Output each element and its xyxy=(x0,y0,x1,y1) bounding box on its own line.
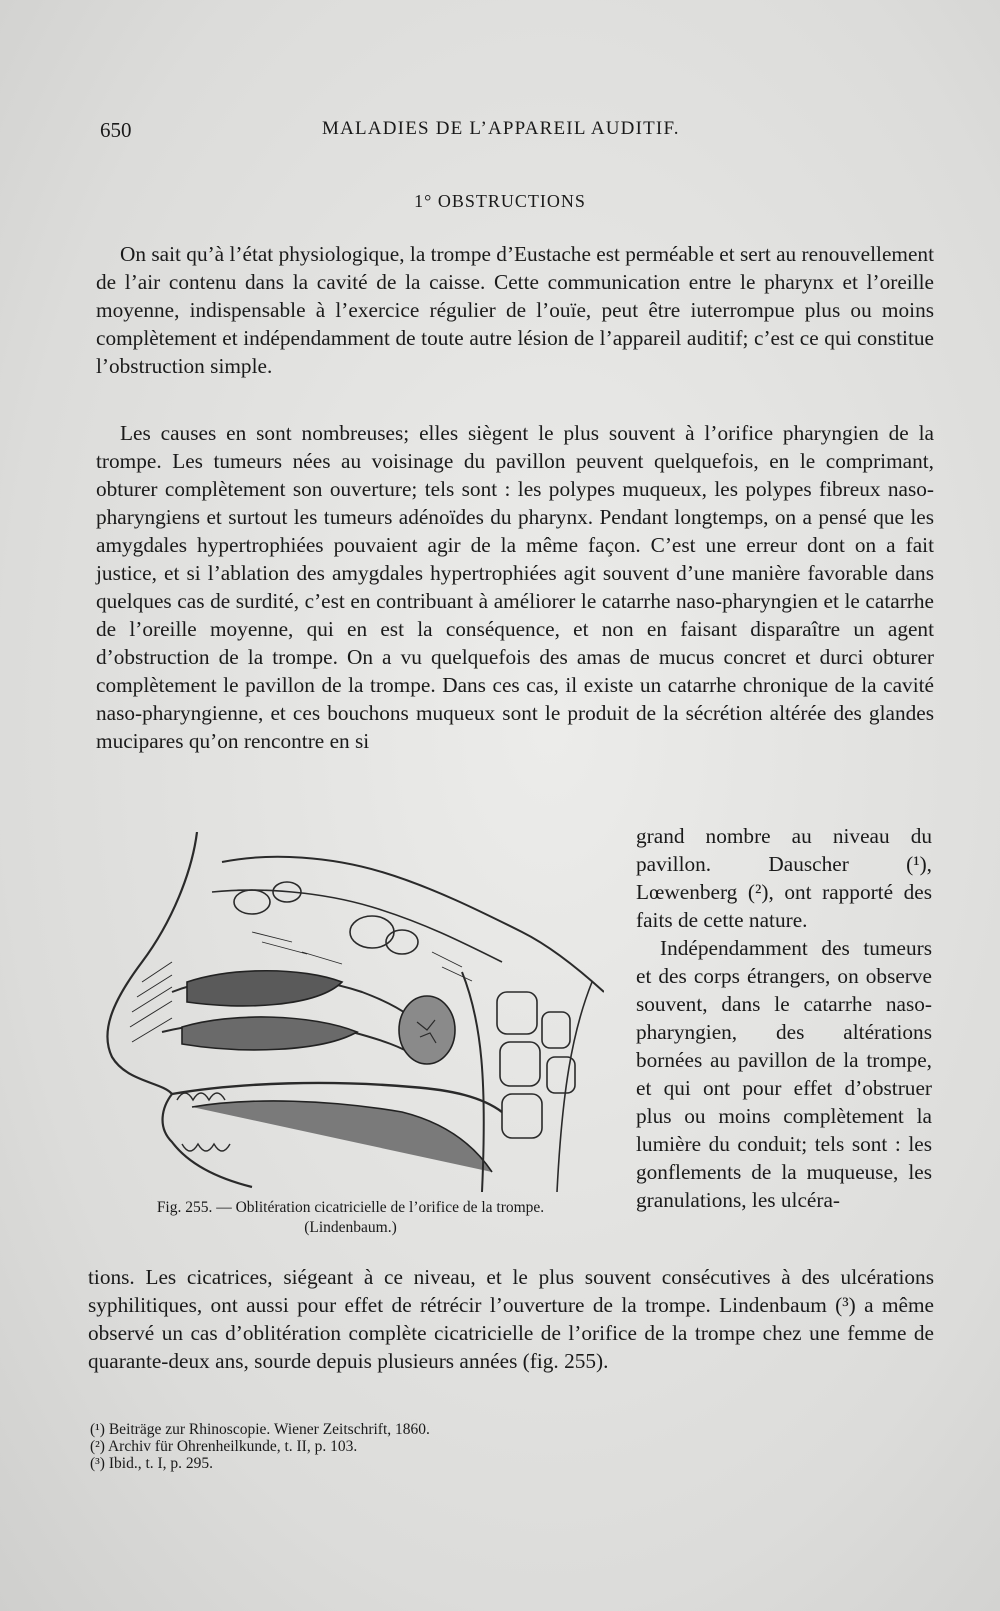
running-title: MALADIES DE L’APPAREIL AUDITIF. xyxy=(322,118,680,139)
side-paragraph-a: grand nombre au niveau du pavillon. Dauscher (¹), Lœwenberg (²), ont rapporté des faits de cette nature. xyxy=(636,824,932,932)
side-column-text xyxy=(636,822,932,1214)
footnotes xyxy=(90,1421,690,1472)
footnote-1: (¹) Beiträge zur Rhinoscopie. Wiener Zeitschrift, 1860. xyxy=(90,1421,430,1438)
side-paragraph-b: Indépendamment des tumeurs et des corps étrangers, on observe souvent, dans le catarrhe naso-pharyngien, des altérations bornées au pavillon de la trompe, et qui ont pour effet d’obstruer plus ou moins complètement la lumière du conduit; tels sont : les gonflements de la muqueuse, les granulations, les ulcéra- xyxy=(636,936,932,1212)
paragraph-text: tions. Les cicatrices, siégeant à ce niveau, et le plus souvent consécutives à des ulcérations syphilitiques, ont aussi pour effet de rétrécir l’ouverture de la trompe. Lindenbaum (³) a même observé un cas d’oblitération complète cicatricielle de l’orifice de la trompe chez une femme de quarante-deux ans, sourde depuis plusieurs années (fig. 255). xyxy=(88,1265,934,1373)
page-number: 650 xyxy=(100,118,132,142)
paragraph-cicatrices xyxy=(88,1263,934,1375)
caption-line: Fig. 255. — Oblitération cicatricielle de l’orifice de la trompe. xyxy=(156,1199,545,1216)
figure-caption xyxy=(98,1198,603,1238)
anatomical-figure-illustration xyxy=(102,832,604,1192)
section-title: 1° OBSTRUCTIONS xyxy=(414,191,586,211)
paragraph-text: On sait qu’à l’état physiologique, la trompe d’Eustache est perméable et sert au renouvellement de l’air contenu dans la cavité de la caisse. Cette communication entre le pharynx et l’oreille moyenne, indispensable à l’exercice régulier de l’ouïe, peut être iuterrompue plus ou moins complètement et indépendamment de toute autre lésion de l’appareil auditif; c’est ce qui constitue l’obstruction simple. xyxy=(96,242,934,378)
paragraph-text: Les causes en sont nombreuses; elles siègent le plus souvent à l’orifice pharyngien de la trompe. Les tumeurs nées au voisinage du pavillon peuvent quelquefois, en le comprimant, obturer complètement son ouverture; tels sont : les polypes muqueux, les polypes fibreux naso-pharyngiens et surtout les tumeurs adénoïdes du pharynx. Pendant longtemps, on a pensé que les amygdales hypertrophiées pouvaient agir de la même façon. C’est une erreur dont on a fait justice, et si l’ablation des amygdales hypertrophiées agit souvent d’une manière favorable dans quelques cas de surdité, c’est en contribuant à améliorer le catarrhe naso-pharyngien et le catarrhe de l’oreille moyenne, qui en est la conséquence, et non en faisant disparaître un agent d’obstruction de la trompe. On a vu quelquefois des amas de mucus concret et durci obturer complètement le pavillon de la trompe. Dans ces cas, il existe un catarrhe chronique de la cavité naso-pharyngienne, et ces bouchons muqueux sont le produit de la sécrétion altérée des glandes mucipares qu’on rencontre en si xyxy=(96,421,934,753)
caption-credit: (Lindenbaum.) xyxy=(304,1219,397,1236)
footnote-3: (³) Ibid., t. I, p. 295. xyxy=(90,1455,214,1472)
paragraph-causes xyxy=(96,419,934,755)
footnote-2: (²) Archiv für Ohrenheilkunde, t. II, p. 103. xyxy=(90,1438,358,1455)
paragraph-physiology xyxy=(96,240,934,380)
